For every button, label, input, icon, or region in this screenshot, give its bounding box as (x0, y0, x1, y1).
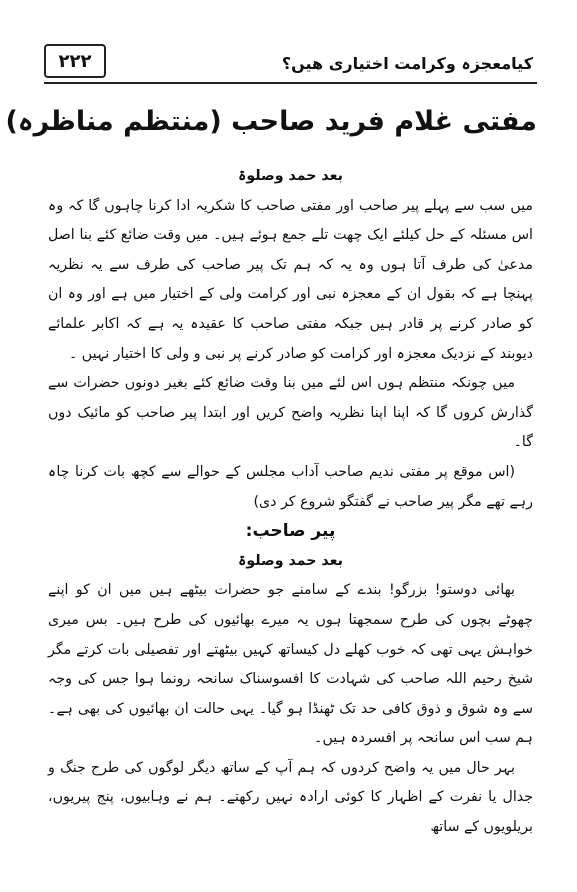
paragraph: بھائی دوستو! بزرگو! بندے کے سامنے جو حضرات بیٹھے ہیں میں ان کو اپنے چھوٹے بچوں کی طرح سمجھتا ہوں یہ میرے بھائیوں کی طرح ہیں۔ بس میری خواہش یہی تھی کہ خوب کھلے دل کیساتھ کہیں بیٹھتے اور تفصیلی بات کرتے مگر شیخ رحیم اللہ صاحب کی شہادت کا افسوسناک سانحہ رونما ہوا جس کی وجہ سے وہ شوق و ذوق کافی حد تک ٹھنڈا ہو گیا۔ یہی حالت ان بھائیوں کی بھی ہے۔ ہم سب اس سانحہ پر افسردہ ہیں۔ (48, 582, 533, 747)
salutation: بعد حمد وصلوۃ (238, 552, 343, 569)
salutation: بعد حمد وصلوۃ (238, 168, 343, 184)
chapter-title: مفتی غلام فرید صاحب (منتظم مناظرہ) (5, 106, 537, 137)
paragraph: بہر حال میں یہ واضح کردوں کہ ہم آپ کے ساتھ دیگر لوگوں کی طرح جنگ و جدال یا نفرت کے اظہار کا کوئی ارادہ نہیں رکھتے۔ ہم نے وہابیوں، پنج پیریوں، بریلویوں کے ساتھ (48, 759, 533, 836)
page-number: ۲۲۲ (44, 44, 106, 78)
running-header-title: کیامعجزہ وکرامت اختیاری ھیں؟ (281, 54, 533, 73)
paragraph: میں چونکہ منتظم ہوں اس لئے میں بنا وقت ضائع کئے بغیر دونوں حضرات سے گذارش کروں گا کہ اپنا اپنا نظریہ واضح کریں اور ابتدا پیر صاحب کو مائیک دوں گا۔ (48, 375, 533, 451)
header-divider (44, 82, 537, 84)
parenthetical-note: (اس موقع پر مفتی ندیم صاحب آداب مجلس کے حوالے سے کچھ بات کرنا چاہ رہے تھے مگر پیر صاحب نے گفتگو شروع کر دی) (48, 463, 533, 510)
body-text (48, 162, 533, 843)
paragraph: میں سب سے پہلے پیر صاحب اور مفتی صاحب کا شکریہ ادا کرنا چاہوں گا کہ وہ اس مسئلہ کے حل کیلئے ایک چھت تلے جمع ہوئے ہیں۔ میں وقت ضائع کئے بنا اصل مدعیٰ کی طرف آتا ہوں وہ یہ کہ ہم تک پیر صاحب کی طرف سے یہ نظریہ پہنچا ہے کہ بقول ان کے معجزہ نبی اور کرامت ولی کے اختیار میں ہے اور وہ ان کو صادر کرنے پر قادر ہیں جبکہ مفتی صاحب کا عقیدہ یہ ہے کہ اکابر علمائے دیوبند کے نزدیک معجزہ اور کرامت کو صادر کرنے پر نبی و ولی کا اختیار نہیں ۔ (48, 197, 533, 362)
speaker-heading: پیر صاحب: (245, 521, 336, 542)
